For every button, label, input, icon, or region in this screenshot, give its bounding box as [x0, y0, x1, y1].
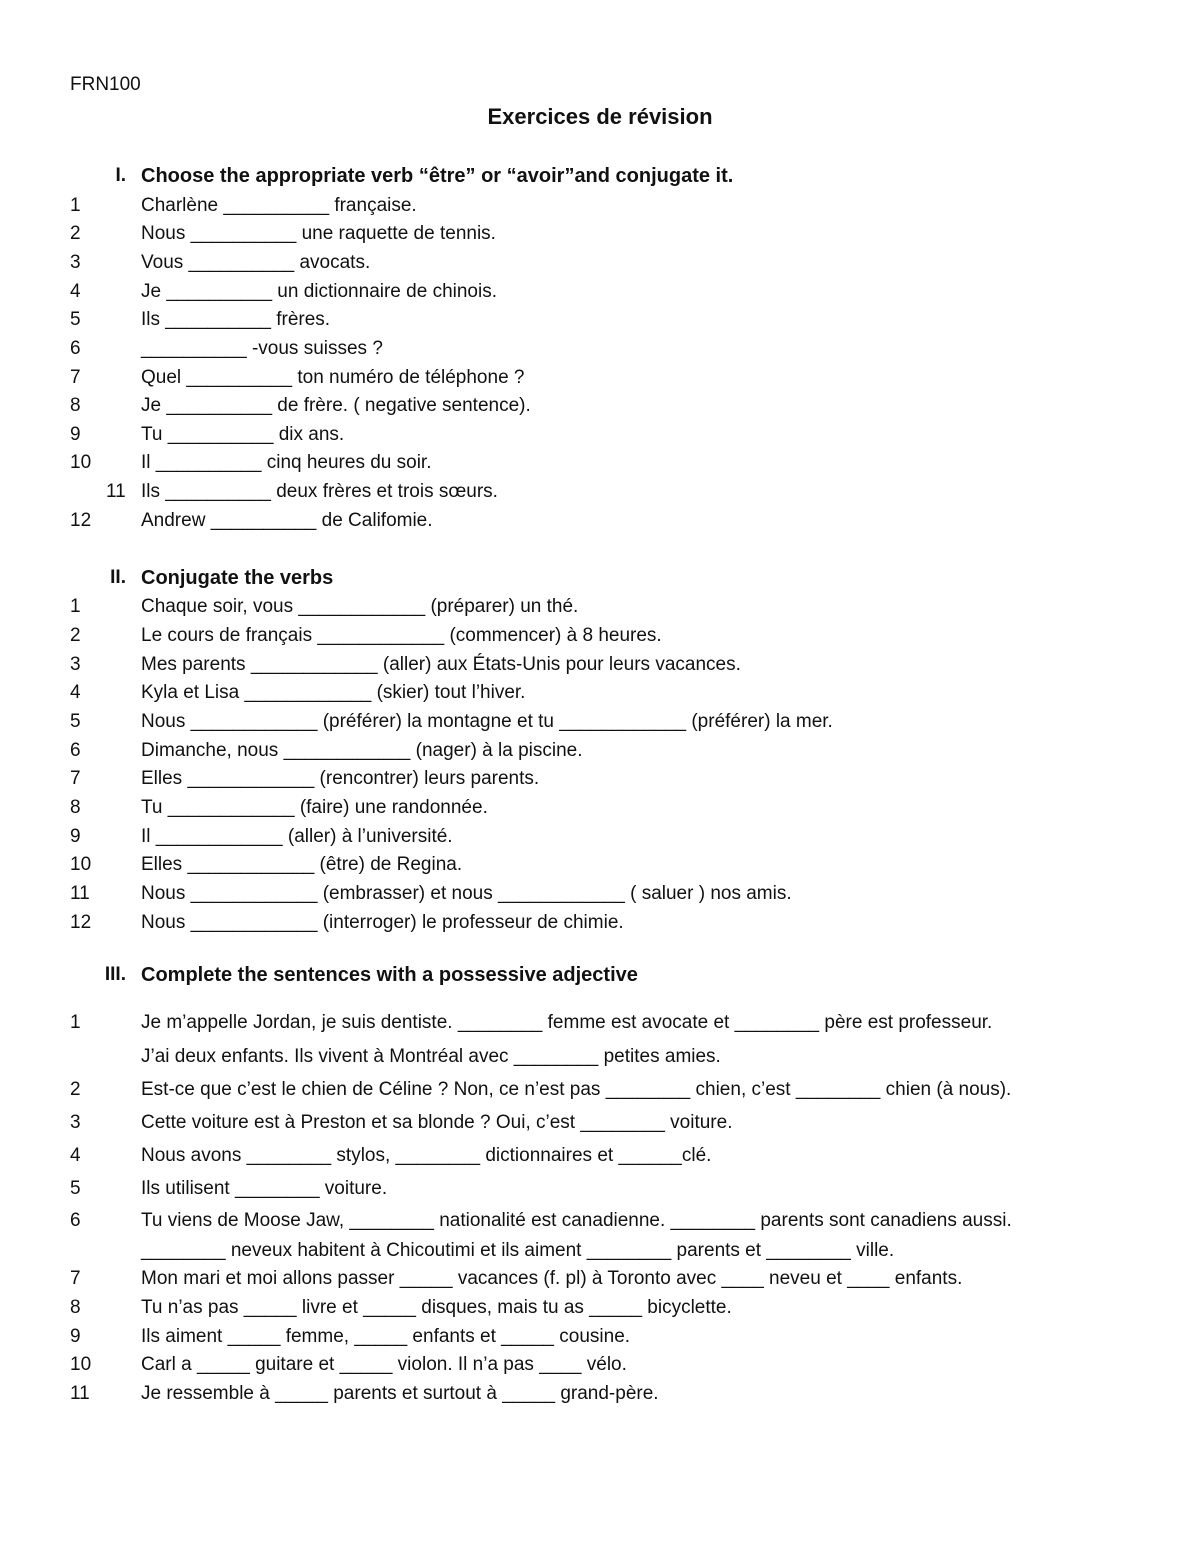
exercise-item [0, 281, 1200, 309]
exercise-item [0, 1112, 1200, 1140]
item-number: 11 [70, 1383, 90, 1404]
exercise-item [0, 854, 1200, 882]
item-text: Ils __________ deux frères et trois sœurs. [141, 481, 498, 502]
item-number: 6 [70, 1210, 81, 1231]
item-text: Tu __________ dix ans. [141, 424, 345, 445]
exercise-item [0, 452, 1200, 480]
exercise-item [0, 596, 1200, 624]
exercise-item [0, 883, 1200, 911]
section-numeral: II. [110, 567, 126, 588]
item-text: ________ neveux habitent à Chicoutimi et ils aiment ________ parents et ________ ville. [141, 1240, 895, 1261]
item-number: 7 [70, 367, 81, 388]
item-text: Mon mari et moi allons passer _____ vacances (f. pl) à Toronto avec ____ neveu et ____ enfants. [141, 1268, 963, 1289]
item-number: 12 [70, 510, 92, 531]
item-text: Chaque soir, vous ____________ (préparer) un thé. [141, 596, 579, 617]
item-text: Elles ____________ (rencontrer) leurs parents. [141, 768, 540, 789]
item-text: Je __________ de frère. ( negative sentence). [141, 395, 531, 416]
item-number: 5 [70, 1178, 81, 1199]
item-text: Je ressemble à _____ parents et surtout à _____ grand-père. [141, 1383, 659, 1404]
item-number: 12 [70, 912, 92, 933]
item-number: 10 [70, 854, 92, 875]
item-number: 1 [70, 195, 81, 216]
exercise-item [0, 1268, 1200, 1296]
exercise-item [0, 252, 1200, 280]
item-text: Je __________ un dictionnaire de chinois. [141, 281, 497, 302]
item-text: Le cours de français ____________ (commencer) à 8 heures. [141, 625, 662, 646]
exercise-item [0, 195, 1200, 223]
item-number: 5 [70, 309, 81, 330]
section-heading [0, 165, 1200, 193]
item-text: Ils aiment _____ femme, _____ enfants et _____ cousine. [141, 1326, 631, 1347]
exercise-item [0, 682, 1200, 710]
exercise-item [0, 395, 1200, 423]
item-number: 11 [106, 481, 126, 502]
item-number: 4 [70, 1145, 81, 1166]
course-code: FRN100 [70, 74, 141, 95]
item-number: 6 [70, 740, 81, 761]
item-text: Nous avons ________ stylos, ________ dictionnaires et ______clé. [141, 1145, 712, 1166]
item-number: 10 [70, 452, 92, 473]
item-text: Il __________ cinq heures du soir. [141, 452, 432, 473]
item-text: Nous ____________ (préférer) la montagne et tu ____________ (préférer) la mer. [141, 711, 833, 732]
exercise-item [0, 338, 1200, 366]
exercise-item [0, 510, 1200, 538]
item-text: Il ____________ (aller) à l’université. [141, 826, 453, 847]
item-text: Nous __________ une raquette de tennis. [141, 223, 496, 244]
item-text: Nous ____________ (embrasser) et nous ____________ ( saluer ) nos amis. [141, 883, 792, 904]
item-number: 3 [70, 654, 81, 675]
section-title: Choose the appropriate verb “être” or “avoir”and conjugate it. [141, 165, 734, 187]
section-title: Complete the sentences with a possessive adjective [141, 964, 638, 986]
item-text: J’ai deux enfants. Ils vivent à Montréal avec ________ petites amies. [141, 1046, 721, 1067]
exercise-item [0, 1012, 1200, 1040]
section-title: Conjugate the verbs [141, 567, 334, 589]
item-text: Quel __________ ton numéro de téléphone ? [141, 367, 525, 388]
item-text: __________ -vous suisses ? [141, 338, 383, 359]
item-text: Ils __________ frères. [141, 309, 331, 330]
item-text: Mes parents ____________ (aller) aux États-Unis pour leurs vacances. [141, 654, 741, 675]
item-text: Kyla et Lisa ____________ (skier) tout l’hiver. [141, 682, 526, 703]
exercise-item [0, 1046, 1200, 1074]
exercise-item [0, 481, 1200, 509]
exercise-item [0, 625, 1200, 653]
item-number: 7 [70, 768, 81, 789]
item-number: 8 [70, 1297, 81, 1318]
exercise-item [0, 1079, 1200, 1107]
item-number: 1 [70, 596, 81, 617]
item-text: Ils utilisent ________ voiture. [141, 1178, 388, 1199]
item-number: 2 [70, 223, 81, 244]
exercise-item [0, 1210, 1200, 1238]
exercise-item [0, 768, 1200, 796]
item-number: 10 [70, 1354, 92, 1375]
item-number: 3 [70, 252, 81, 273]
item-text: Charlène __________ française. [141, 195, 417, 216]
item-number: 2 [70, 1079, 81, 1100]
exercise-item [0, 654, 1200, 682]
item-number: 1 [70, 1012, 81, 1033]
item-number: 4 [70, 682, 81, 703]
page-title: Exercices de révision [487, 104, 713, 129]
exercise-item [0, 1240, 1200, 1268]
exercise-item [0, 1145, 1200, 1173]
item-text: Tu n’as pas _____ livre et _____ disques, mais tu as _____ bicyclette. [141, 1297, 732, 1318]
item-text: Je m’appelle Jordan, je suis dentiste. ________ femme est avocate et ________ père est professeur. [141, 1012, 993, 1033]
exercise-item [0, 424, 1200, 452]
section-heading [0, 567, 1200, 595]
exercise-item [0, 309, 1200, 337]
exercise-item [0, 1354, 1200, 1382]
item-text: Dimanche, nous ____________ (nager) à la piscine. [141, 740, 583, 761]
section-heading [0, 964, 1200, 992]
item-number: 7 [70, 1268, 81, 1289]
item-number: 9 [70, 826, 81, 847]
item-number: 3 [70, 1112, 81, 1133]
exercise-item [0, 1383, 1200, 1411]
item-number: 8 [70, 395, 81, 416]
item-text: Nous ____________ (interroger) le professeur de chimie. [141, 912, 624, 933]
item-text: Tu viens de Moose Jaw, ________ nationalité est canadienne. ________ parents sont canadiens aussi. [141, 1210, 1012, 1231]
item-text: Vous __________ avocats. [141, 252, 371, 273]
item-number: 9 [70, 1326, 81, 1347]
exercise-item [0, 223, 1200, 251]
item-number: 8 [70, 797, 81, 818]
item-number: 9 [70, 424, 81, 445]
exercise-item [0, 740, 1200, 768]
exercise-item [0, 912, 1200, 940]
item-number: 6 [70, 338, 81, 359]
item-text: Est-ce que c’est le chien de Céline ? Non, ce n’est pas ________ chien, c’est ________ chien (à nous). [141, 1079, 1012, 1100]
item-text: Cette voiture est à Preston et sa blonde ? Oui, c’est ________ voiture. [141, 1112, 733, 1133]
item-text: Tu ____________ (faire) une randonnée. [141, 797, 488, 818]
item-text: Carl a _____ guitare et _____ violon. Il n’a pas ____ vélo. [141, 1354, 627, 1375]
exercise-item [0, 1326, 1200, 1354]
item-number: 4 [70, 281, 81, 302]
section-numeral: I. [115, 165, 126, 186]
section-numeral: III. [104, 964, 126, 985]
exercise-item [0, 367, 1200, 395]
exercise-item [0, 711, 1200, 739]
exercise-item [0, 797, 1200, 825]
exercise-item [0, 826, 1200, 854]
item-number: 11 [70, 883, 90, 904]
item-text: Andrew __________ de Califomie. [141, 510, 433, 531]
exercise-item [0, 1178, 1200, 1206]
item-number: 2 [70, 625, 81, 646]
item-number: 5 [70, 711, 81, 732]
exercise-item [0, 1297, 1200, 1325]
item-text: Elles ____________ (être) de Regina. [141, 854, 463, 875]
